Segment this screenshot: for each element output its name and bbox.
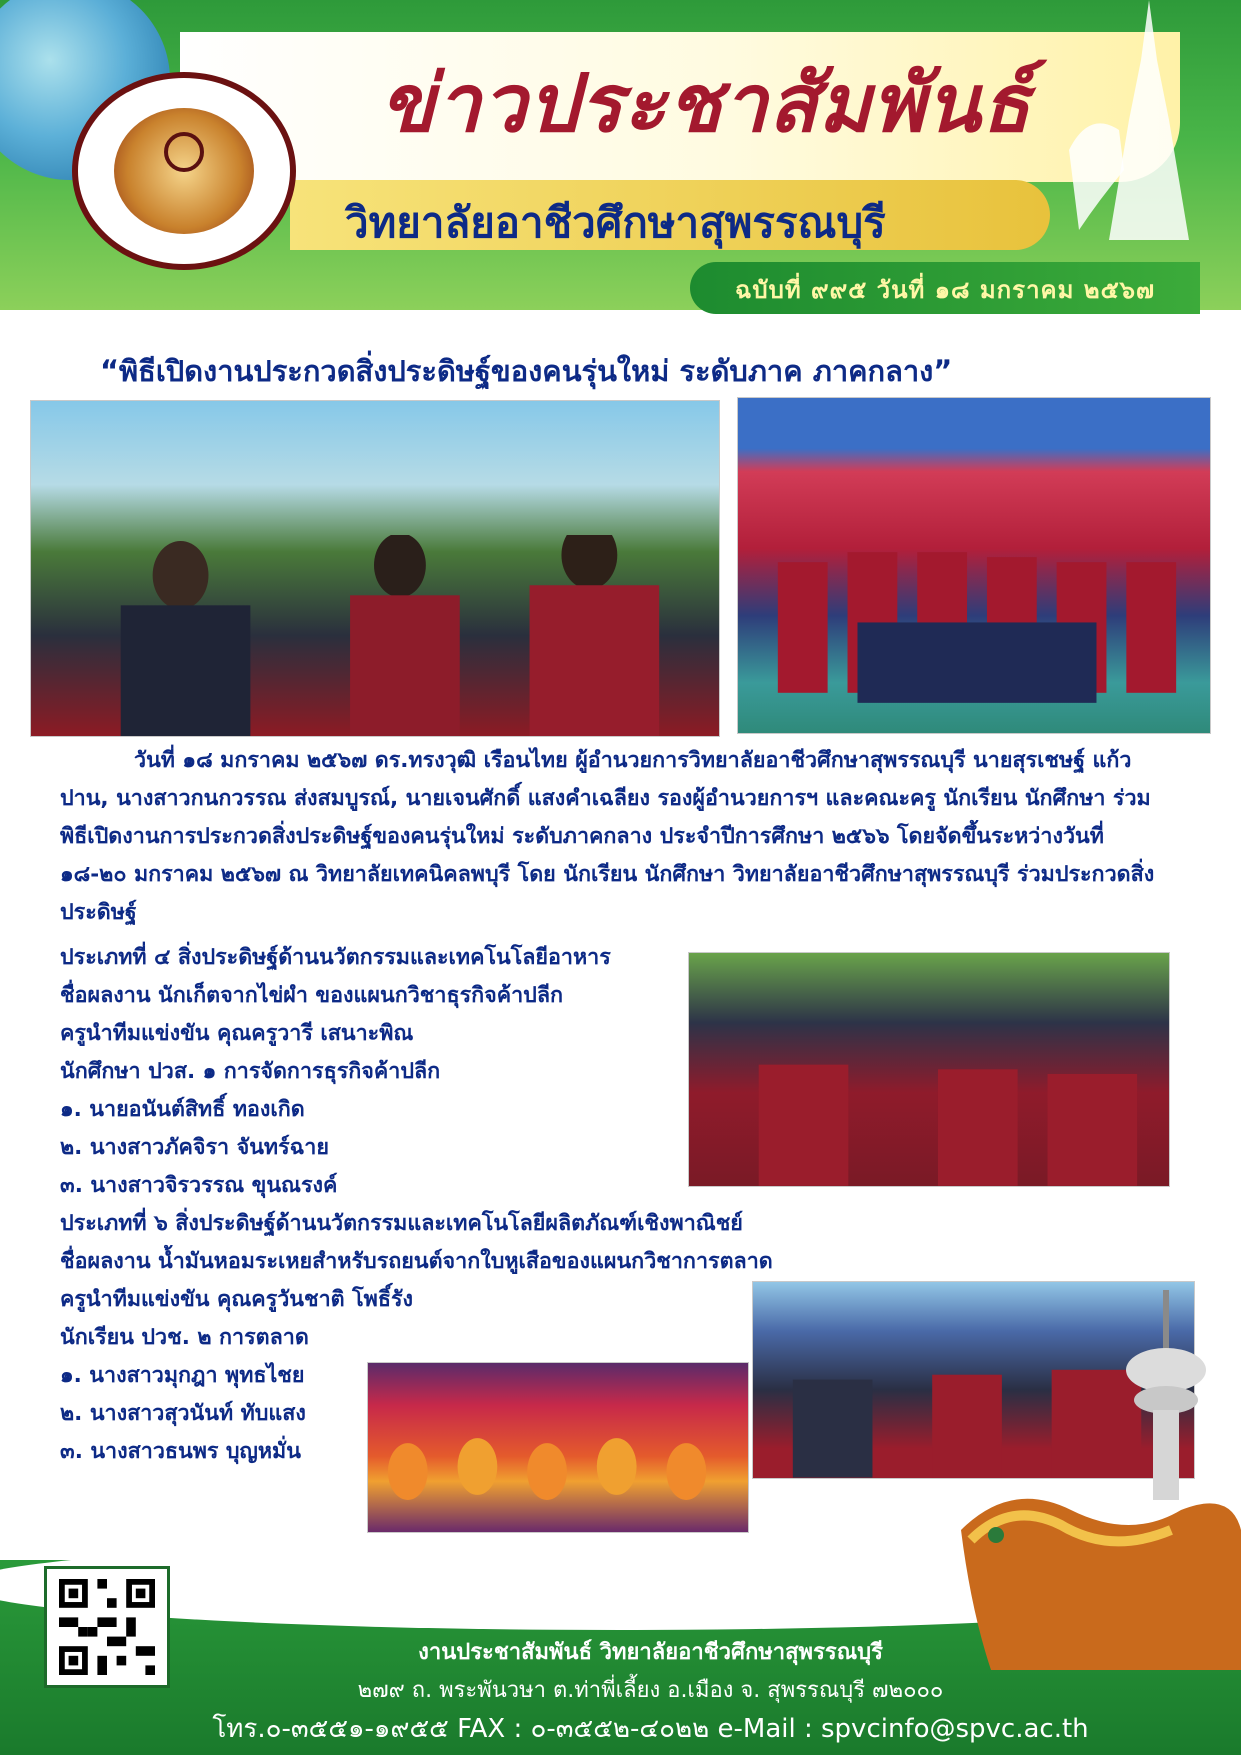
photo-group-stage	[737, 397, 1211, 734]
people-silhouettes	[31, 535, 719, 736]
dancers-silhouettes	[368, 1431, 748, 1532]
college-name: วิทยาลัยอาชีวศึกษาสุพรรณบุรี	[345, 198, 886, 247]
issue-date: ฉบับที่ ๙๙๕ วันที่ ๑๘ มกราคม ๒๕๖๗	[735, 276, 1156, 304]
paragraph-text: วันที่ ๑๘ มกราคม ๒๕๖๗ ดร.ทรงวุฒิ เรือนไทย ผู้อำนวยการวิทยาลัยอาชีวศึกษาสุพรรณบุรี นายสุรเชษฐ์ แก้วปาน, นางสาวกนกวรรณ ส่งสมบูรณ์, นายเจนศักดิ์ แสงคำเฉลียง รองผู้อำนวยการฯ และคณะครู นักเรียน นักศึกษา ร่วมพิธีเปิดงานการประกวดสิ่งประดิษฐ์ของคนรุ่นใหม่ ระดับภาคกลาง ประจำปีการศึกษา ๒๕๖๖ โดยจัดขึ้นระหว่างวันที่ ๑๘-๒๐ มกราคม ๒๕๖๗ ณ วิทยาลัยเทคนิคลพบุรี โดย นักเรียน นักศึกษา วิทยาลัยอาชีวศึกษาสุพรรณบุรี ร่วมประกวดสิ่งประดิษฐ์	[60, 748, 1155, 925]
entry-line: ๑. นายอนันต์สิทธิ์ ทองเกิด	[60, 1097, 305, 1122]
footer-address: ๒๗๙ ถ. พระพันวษา ต.ท่าพี่เลี้ยง อ.เมือง จ. สุพรรณบุรี ๗๒๐๐๐	[357, 1678, 944, 1703]
entry-line: ๑. นางสาวมุกฎา พุทธไชย	[60, 1363, 305, 1388]
photo-opening-demo	[30, 400, 720, 737]
footer-contact: โทร.๐-๓๕๕๑-๑๙๕๕ FAX : ๐-๓๕๕๒-๔๐๒๒ e-Mail : spvcinfo@spvc.ac.th	[212, 1714, 1089, 1744]
entry-line: นักเรียน ปวช. ๒ การตลาด	[60, 1325, 309, 1350]
dharma-wheel-icon	[164, 132, 204, 172]
entry-line: ๒. นางสาวภัคจิรา จันทร์ฉาย	[60, 1135, 329, 1160]
pagoda-tower-icon	[1049, 0, 1219, 240]
footer-org: งานประชาสัมพันธ์ วิทยาลัยอาชีวศึกษาสุพรรณบุรี	[418, 1640, 883, 1665]
photo-dance-performance	[367, 1362, 749, 1533]
college-seal-logo	[72, 72, 296, 270]
photo-judging	[688, 952, 1170, 1187]
entry-line: ครูนำทีมแข่งขัน คุณครูวันชาติ โพธิ์รัง	[60, 1287, 414, 1312]
seal-emblem	[114, 108, 254, 234]
entry-line: ๓. นางสาวจิรวรรณ ขุนณรงค์	[60, 1173, 338, 1198]
observation-tower-icon	[1111, 1290, 1221, 1500]
entry-line: ประเภทที่ ๔ สิ่งประดิษฐ์ด้านนวัตกรรมและเทคโนโลยีอาหาร	[60, 945, 611, 970]
group-silhouettes	[738, 532, 1210, 733]
entry-line: ชื่อผลงาน นักเก็ตจากไข่ผำ ของแผนกวิชาธุรกิจค้าปลีก	[60, 983, 564, 1008]
entry-line: นักศึกษา ปวส. ๑ การจัดการธุรกิจค้าปลีก	[60, 1059, 441, 1084]
entry-line: ๓. นางสาวธนพร บุญหมั่น	[60, 1439, 301, 1464]
entry-line: ครูนำทีมแข่งขัน คุณครูวารี เสนาะพิณ	[60, 1021, 414, 1046]
news-headline: “พิธีเปิดงานประกวดสิ่งประดิษฐ์ของคนรุ่นใหม่ ระดับภาค ภาคกลาง”	[100, 354, 953, 388]
judges-silhouettes	[689, 1046, 1169, 1186]
news-paragraph	[60, 742, 1170, 932]
entry-line: ๒. นางสาวสุวนันท์ ทับแสง	[60, 1401, 306, 1426]
qr-code[interactable]	[44, 1566, 170, 1688]
entry-line: ประเภทที่ ๖ สิ่งประดิษฐ์ด้านนวัตกรรมและเทคโนโลยีผลิตภัณฑ์เชิงพาณิชย์	[60, 1211, 743, 1236]
entry-line: ชื่อผลงาน น้ำมันหอมระเหยสำหรับรถยนต์จากใบหูเสือของแผนกวิชาการตลาด	[60, 1249, 773, 1274]
newsletter-title: ข่าวประชาสัมพันธ์	[380, 57, 1032, 150]
